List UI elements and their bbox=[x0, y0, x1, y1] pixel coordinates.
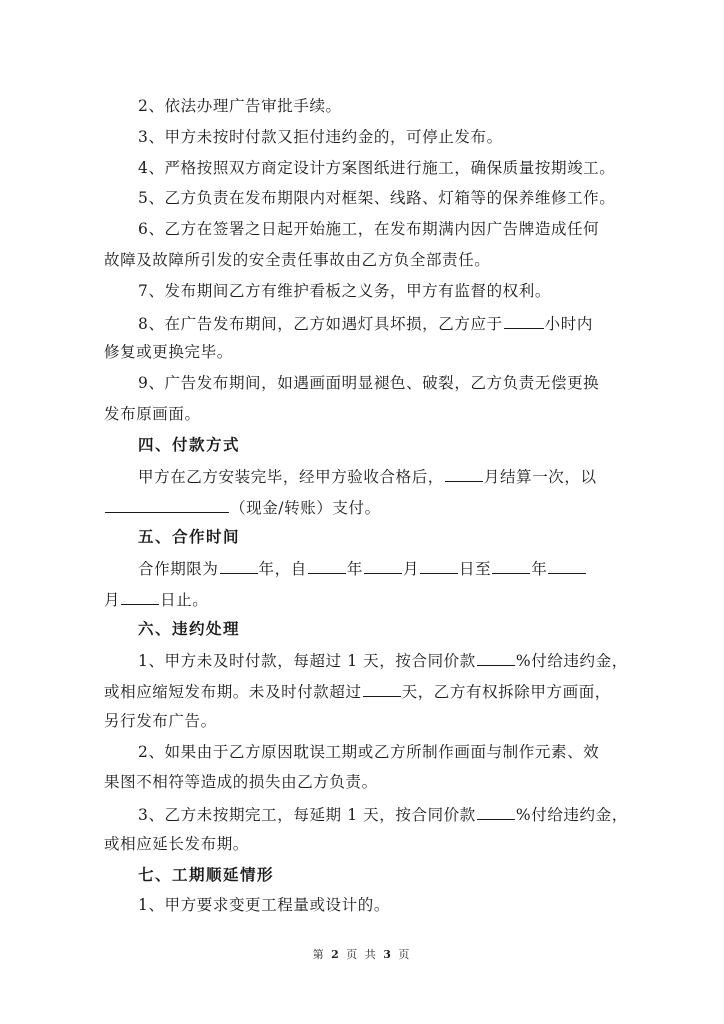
section-6-heading: 六、违约处理 bbox=[138, 619, 241, 638]
payment-line-1 bbox=[138, 465, 597, 485]
start-year-blank[interactable] bbox=[308, 557, 346, 574]
clause-5: 5、乙方负责在发布期限内对框架、线路、灯箱等的保养维修工作。 bbox=[138, 189, 616, 207]
term-text-d: 月 bbox=[402, 560, 420, 578]
breach-1-text-c: 或相应缩短发布期。未及时付款超过 bbox=[104, 683, 362, 701]
term-text-c: 年 bbox=[346, 560, 363, 578]
breach-3-text-a: 3、乙方未按期完工，每延期 1 天，按合同价款 bbox=[138, 806, 476, 824]
payment-text-b: 月结算一次，以 bbox=[483, 468, 597, 486]
clause-2: 2、依法办理广告审批手续。 bbox=[138, 97, 342, 115]
term-text-h: 日止。 bbox=[160, 591, 209, 609]
start-month-blank[interactable] bbox=[364, 557, 402, 574]
breach-1-line-3: 另行发布广告。 bbox=[104, 712, 217, 730]
breach-2-line-2: 果图不相符等造成的损失由乙方负责。 bbox=[104, 773, 378, 791]
breach-2-line-1: 2、如果由于乙方原因耽误工期或乙方所制作画面与制作元素、效 bbox=[138, 743, 600, 761]
term-text-e: 日至 bbox=[459, 560, 492, 578]
breach-3-line-1 bbox=[138, 803, 628, 823]
term-text-b: 年，自 bbox=[258, 560, 307, 578]
clause-8-text-b: 小时内 bbox=[544, 315, 593, 333]
clause-8-text-a: 8、在广告发布期间，乙方如遇灯具坏损，乙方应于 bbox=[138, 315, 503, 333]
section-5-heading: 五、合作时间 bbox=[138, 527, 241, 546]
breach-1-text-b: %付给违约金， bbox=[515, 652, 628, 670]
section-7-heading: 七、工期顺延情形 bbox=[138, 865, 275, 884]
breach-3-text-b: %付给违约金， bbox=[515, 806, 628, 824]
delay-rate-blank[interactable] bbox=[477, 803, 515, 820]
clause-7: 7、发布期间乙方有维护看板之义务，甲方有监督的权利。 bbox=[138, 282, 551, 300]
breach-1-line-1 bbox=[138, 649, 628, 669]
clause-6-line-1: 6、乙方在签署之日起开始施工，在发布期满内因广告牌造成任何 bbox=[138, 220, 600, 238]
breach-1-line-2 bbox=[104, 680, 611, 700]
footer-suffix: 页 bbox=[398, 948, 412, 961]
page-footer bbox=[0, 946, 724, 962]
payment-text-a: 甲方在乙方安装完毕，经甲方验收合格后， bbox=[138, 468, 444, 486]
clause-9-line-1: 9、广告发布期间，如遇画面明显褪色、破裂，乙方负责无偿更换 bbox=[138, 374, 600, 392]
extension-1: 1、甲方要求变更工程量或设计的。 bbox=[138, 896, 390, 914]
term-line-1 bbox=[138, 557, 587, 577]
breach-1-text-d: 天，乙方有权拆除甲方画面， bbox=[401, 683, 611, 701]
late-payment-rate-blank[interactable] bbox=[477, 649, 515, 666]
clause-9-line-2: 发布原画面。 bbox=[104, 405, 201, 423]
end-year-blank[interactable] bbox=[492, 557, 530, 574]
footer-prefix: 第 bbox=[312, 948, 326, 961]
clause-8-line-1 bbox=[138, 312, 593, 332]
hours-blank[interactable] bbox=[504, 312, 544, 329]
total-page-count: 3 bbox=[383, 948, 393, 961]
term-text-g: 月 bbox=[104, 591, 121, 609]
term-line-2 bbox=[104, 588, 208, 608]
term-years-blank[interactable] bbox=[220, 557, 258, 574]
breach-1-text-a: 1、甲方未及时付款，每超过 1 天，按合同价款 bbox=[138, 652, 476, 670]
payment-method-blank[interactable] bbox=[105, 496, 229, 513]
breach-3-line-2: 或相应延长发布期。 bbox=[104, 835, 249, 853]
end-day-blank[interactable] bbox=[121, 588, 159, 605]
clause-4: 4、严格按照双方商定设计方案图纸进行施工，确保质量按期竣工。 bbox=[138, 159, 616, 177]
clause-8-line-2: 修复或更换完毕。 bbox=[104, 343, 233, 361]
section-4-heading: 四、付款方式 bbox=[138, 435, 241, 454]
settlement-months-blank[interactable] bbox=[445, 465, 483, 482]
clause-3: 3、甲方未按时付款又拒付违约金的，可停止发布。 bbox=[138, 128, 503, 146]
payment-text-c: （现金/转账）支付。 bbox=[230, 499, 381, 517]
end-month-blank[interactable] bbox=[548, 557, 586, 574]
overdue-days-blank[interactable] bbox=[363, 680, 401, 697]
term-text-a: 合作期限为 bbox=[138, 560, 219, 578]
start-day-blank[interactable] bbox=[420, 557, 458, 574]
payment-line-2 bbox=[104, 496, 381, 516]
term-text-f: 年 bbox=[531, 560, 548, 578]
clause-6-line-2: 故障及故障所引发的安全责任事故由乙方负全部责任。 bbox=[104, 251, 491, 269]
footer-middle: 页 共 bbox=[346, 948, 378, 961]
current-page-number: 2 bbox=[331, 948, 341, 961]
